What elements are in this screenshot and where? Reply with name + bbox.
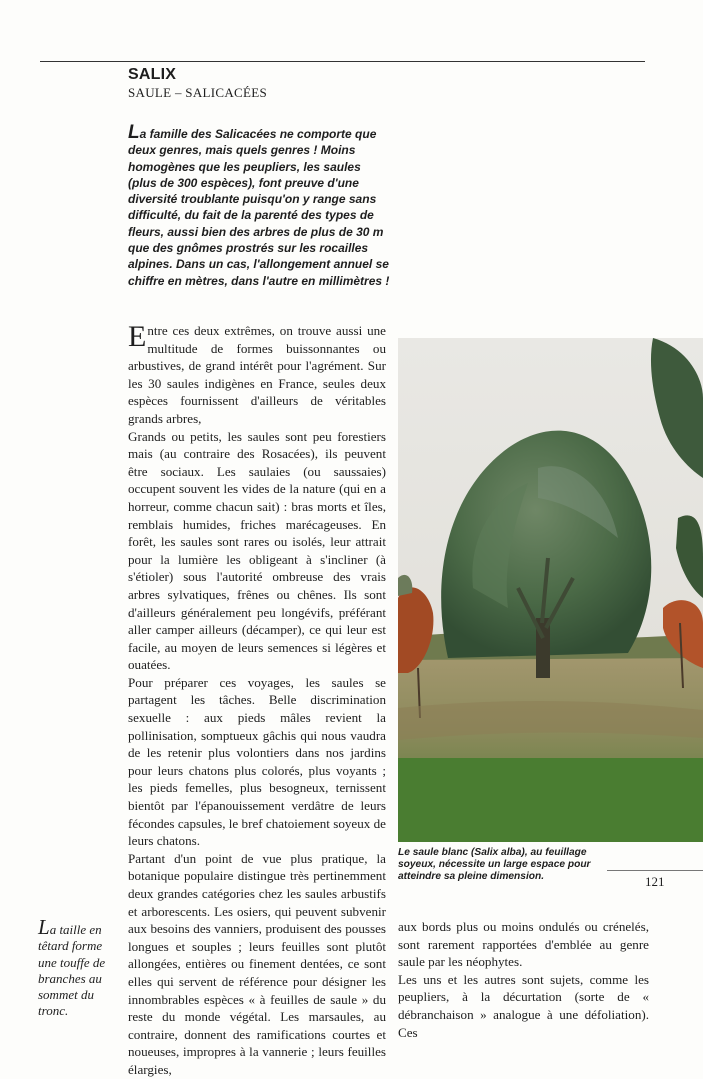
body-drop-letter: E bbox=[128, 320, 147, 353]
header-rule bbox=[40, 61, 645, 62]
body-paragraph: Pour préparer ces voyages, les saules se partagent les tâches. Belle discrimination sexuelle : aux pieds mâles revient la pollinisation, somptueux gâchis qui nous vaudra de les retenir plus volontiers dans nos jardins pour leurs chatons plus colorés, plus voyants ; les pieds femelles, plus besogneux, ternissent bientôt par l'épanouissement verdâtre de leurs fécondes capsules, le bref chatoiement soyeux de leurs chatons. bbox=[128, 674, 386, 849]
body-paragraph: aux bords plus ou moins ondulés ou crénelés, sont rarement rapportées d'emblée au genre saule par les néophytes. bbox=[398, 919, 649, 970]
intro-text: a famille des Salicacées ne comporte que deux genres, mais quels genres ! Moins homogènes que les peupliers, les saules (plus de 300 espèces), font preuve d'une diversité troublante puisqu'on y range sans difficulté, du fait de la parenté des types de fleurs, aussi bien des arbres de plus de 30 m que des gnômes prostrés sur les rocailles alpines. Dans un cas, l'allongement annuel se chiffre en mètres, dans l'autre en millimètres ! bbox=[128, 127, 390, 288]
intro-paragraph bbox=[128, 123, 390, 289]
page-subtitle: SAULE – SALICACÉES bbox=[128, 85, 268, 100]
page-title: SALIX bbox=[128, 66, 177, 83]
body-paragraph: Partant d'un point de vue plus pratique, la botanique populaire distingue très pertinemment deux grandes catégories chez les saules arbustifs et arborescents. Les osiers, qui peuvent subvenir aux besoins des vanniers, produisent des pousses longues et souples ; leurs feuilles sont plutôt allongées, entières ou finement dentées, ce sont elles qui servent de référence pour désigner les innombrables espèces « à feuilles de saule » du reste du monde végétal. Les marsaules, au contraire, donnent des ramifications courtes et noueuses, impropres à la vannerie ; leurs feuilles élargies, bbox=[128, 850, 386, 1077]
body-paragraph: Les uns et les autres sont sujets, comme les peupliers, à la décurtation (sorte de « débranchaison » analogue à une défoliation). Ces bbox=[398, 971, 649, 1040]
body-paragraph: Entre ces deux extrêmes, on trouve aussi une multitude de formes buissonnantes ou arbustives, de grand intérêt pour l'agrément. Sur les 30 saules indigènes en France, seules deux espèces fournissent d'ailleurs de véritables grands arbres, bbox=[128, 320, 386, 426]
main-text-column bbox=[128, 322, 386, 1079]
page-number: 121 bbox=[645, 874, 665, 889]
side-caption-text: a taille en têtard forme une touffe de branches au sommet du tronc. bbox=[38, 922, 106, 1019]
willow-tree-image bbox=[398, 338, 703, 842]
body-paragraph: Grands ou petits, les saules sont peu forestiers mais (au contraire des Rosacées), ils peuvent être sociaux. Les saulaies (ou saussaies) occupent souvent les vides de la nature (qui en a horreur, comme chacun sait) : bras morts et îles, remblais humides, friches marécageuses. En forêt, les saules sont rares ou isolés, leur attrait pour la lumière les obligeant à s'incliner (à s'étioler) sous l'autorité ombreuse des vrais arbres sylvatiques, frênes ou chênes. Ils sont d'ailleurs généralement peu longévifs, préférant aller camper ailleurs (décamper), ce qui leur est facile, au moyen de leurs semences si légères et ouatées. bbox=[128, 428, 386, 673]
willow-photo bbox=[398, 338, 703, 842]
page-number-rule bbox=[607, 870, 703, 871]
side-caption-drop-letter: L bbox=[38, 915, 50, 939]
side-caption bbox=[38, 917, 116, 1020]
right-text-column bbox=[398, 918, 649, 1041]
photo-caption: Le saule blanc (Salix alba), au feuillage soyeux, nécessite un large espace pour atteindre sa pleine dimension. bbox=[398, 847, 591, 883]
intro-drop-letter: L bbox=[128, 122, 140, 143]
